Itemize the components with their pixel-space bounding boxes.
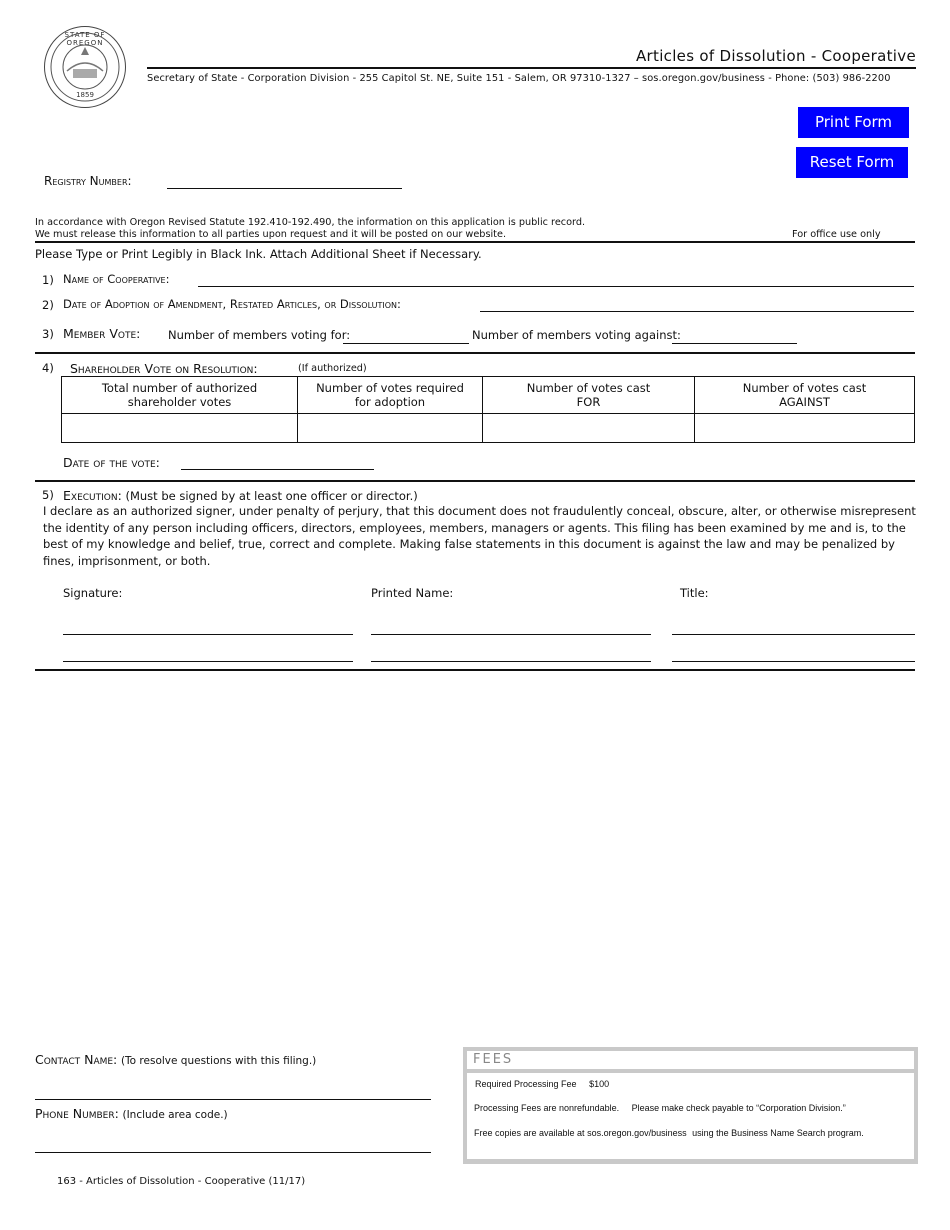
seal-year: 1859	[76, 91, 94, 99]
section-5-number: 5)	[42, 488, 54, 502]
col-required-votes: Number of votes required for adoption	[298, 377, 483, 414]
phone-number-field[interactable]	[35, 1152, 431, 1153]
registry-number-label: Registry Number:	[44, 174, 132, 188]
shareholder-vote-table	[61, 376, 915, 443]
shareholder-vote-note: (If authorized)	[298, 363, 367, 374]
nonrefundable-note: Processing Fees are nonrefundable.	[474, 1103, 620, 1113]
fee-label: Required Processing Fee	[475, 1079, 577, 1089]
form-footer: 163 - Articles of Dissolution - Cooperative (11/17)	[57, 1176, 306, 1187]
phone-number-note: (Include area code.)	[122, 1109, 228, 1121]
section-3-number: 3)	[42, 327, 54, 341]
copies-suffix: using the Business Name Search program.	[692, 1128, 864, 1138]
copies-prefix: Free copies are available at	[474, 1128, 585, 1138]
state-seal-logo	[44, 26, 126, 108]
title-label: Title:	[680, 586, 709, 600]
payable-note: Please make check payable to “Corporation Division.”	[631, 1103, 846, 1113]
printed-name-field-2[interactable]	[371, 661, 651, 662]
header-rule	[147, 67, 916, 69]
votes-for-field[interactable]	[483, 414, 695, 443]
execution-label: Execution:	[63, 488, 122, 503]
cooperative-name-label: Name of Cooperative:	[63, 272, 170, 286]
col-votes-for: Number of votes cast FOR	[483, 377, 695, 414]
fees-box	[463, 1047, 918, 1164]
vote-date-field[interactable]	[181, 469, 374, 470]
contact-name-note: (To resolve questions with this filing.)	[120, 1055, 317, 1067]
instructions: Please Type or Print Legibly in Black Ink. Attach Additional Sheet if Necessary.	[35, 247, 482, 261]
seal-text: STATE OF OREGON	[64, 31, 106, 47]
phone-number-label: Phone Number:	[35, 1106, 119, 1121]
shareholder-vote-label: Shareholder Vote on Resolution:	[70, 361, 258, 376]
section-rule	[35, 352, 915, 354]
registry-number-field[interactable]	[167, 188, 402, 189]
votes-against-field[interactable]	[695, 414, 915, 443]
members-for-field[interactable]	[343, 343, 469, 344]
contact-name-label: Contact Name:	[35, 1052, 118, 1067]
section-rule	[35, 669, 915, 671]
title-field-2[interactable]	[672, 661, 915, 662]
title-field-1[interactable]	[672, 634, 915, 635]
contact-name-field[interactable]	[35, 1099, 431, 1100]
form-title: Articles of Dissolution - Cooperative	[635, 47, 916, 65]
cooperative-name-field[interactable]	[198, 286, 914, 287]
signature-field-1[interactable]	[63, 634, 353, 635]
member-vote-label: Member Vote:	[63, 326, 141, 341]
members-for-label: Number of members voting for:	[168, 328, 351, 342]
section-1-number: 1)	[42, 273, 54, 287]
adoption-date-field[interactable]	[480, 311, 914, 312]
public-record-notice: In accordance with Oregon Revised Statute 192.410-192.490, the information on this application is public record.	[35, 217, 586, 228]
print-form-button[interactable]: Print Form	[798, 107, 909, 138]
signature-label: Signature:	[63, 586, 123, 600]
authorized-votes-field[interactable]	[62, 414, 298, 443]
section-rule	[35, 241, 915, 243]
reset-form-button[interactable]: Reset Form	[796, 147, 908, 178]
agency-address: Secretary of State - Corporation Division - 255 Capitol St. NE, Suite 151 - Salem, OR 97310-1327 – sos.oregon.gov/business - Phone: (503) 986-2200	[147, 73, 891, 84]
adoption-date-label: Date of Adoption of Amendment, Restated Articles, or Dissolution:	[63, 297, 401, 311]
copies-site-link: sos.oregon.gov/business	[587, 1128, 687, 1138]
signature-field-2[interactable]	[63, 661, 353, 662]
section-rule	[35, 480, 915, 482]
fee-value: $100	[589, 1079, 610, 1089]
members-against-label: Number of members voting against:	[472, 328, 681, 342]
vote-date-label: Date of the vote:	[63, 455, 160, 470]
perjury-declaration: I declare as an authorized signer, under penalty of perjury, that this document does not fraudulently conceal, obscure, alter, or otherwise misrepresent the identity of any person including officers, directors, employees, members, managers or agents. This filing has been examined by me and is, to the best of my knowledge and belief, true, correct and complete. Making false statements in this document is against the law and may be penalized by fines, imprisonment, or both.	[43, 504, 916, 568]
fees-title: FEES	[473, 1052, 514, 1067]
members-against-field[interactable]	[672, 343, 797, 344]
public-record-notice-2: We must release this information to all parties upon request and it will be posted on our website.	[35, 229, 507, 240]
printed-name-label: Printed Name:	[371, 586, 454, 600]
office-use-label: For office use only	[792, 229, 881, 240]
section-2-number: 2)	[42, 298, 54, 312]
col-authorized-votes: Total number of authorized shareholder votes	[62, 377, 298, 414]
section-4-number: 4)	[42, 361, 54, 375]
col-votes-against: Number of votes cast AGAINST	[695, 377, 915, 414]
printed-name-field-1[interactable]	[371, 634, 651, 635]
execution-note: (Must be signed by at least one officer or director.)	[125, 489, 418, 503]
required-votes-field[interactable]	[298, 414, 483, 443]
